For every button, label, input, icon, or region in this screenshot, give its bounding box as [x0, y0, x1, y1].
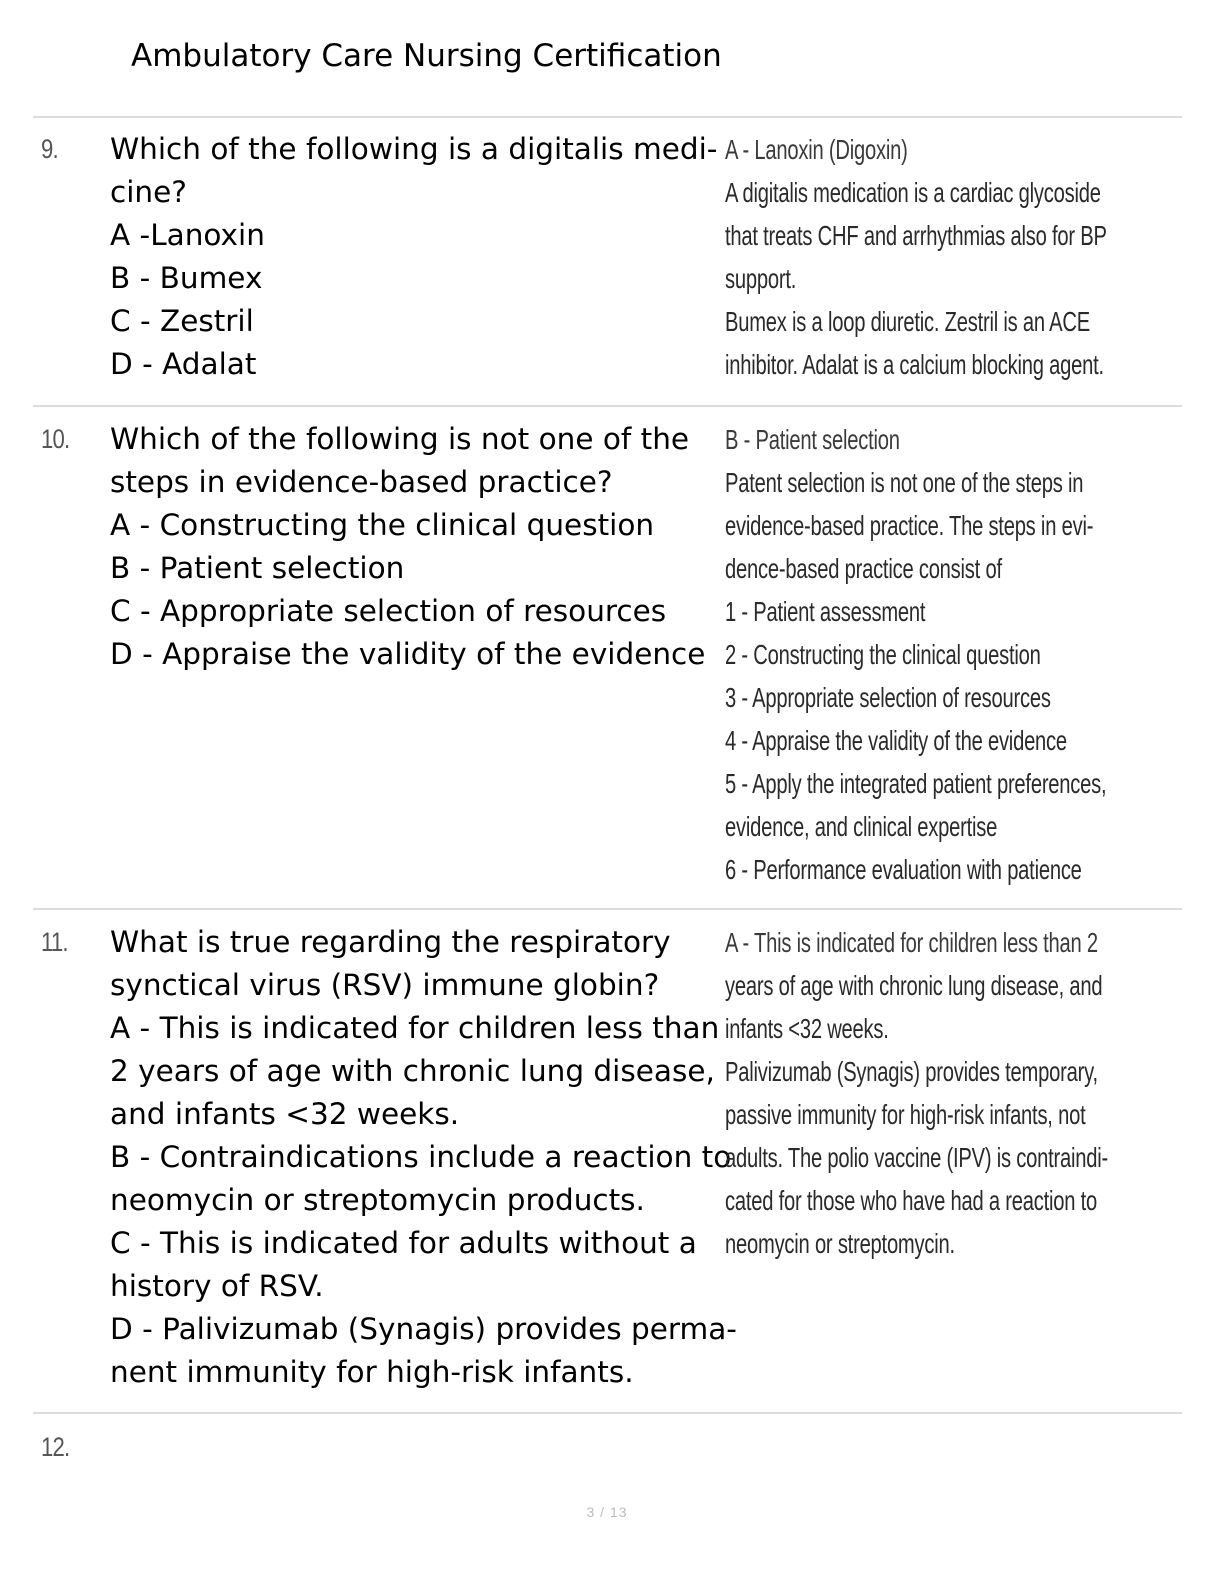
explanation-line: passive immunity for high-risk infants, not	[725, 1099, 1086, 1130]
explanation-line: Patent selection is not one of the steps in	[725, 467, 1084, 498]
explanation-line: 5 - Apply the integrated patient preferences,	[725, 768, 1107, 799]
explanation-line: 3 - Appropriate selection of resources	[725, 682, 1051, 713]
divider	[33, 908, 1182, 910]
explanation-line: years of age with chronic lung disease, and	[725, 970, 1103, 1001]
explanation-line: A digitalis medication is a cardiac glycoside	[725, 177, 1101, 208]
answer-explanation	[725, 128, 1185, 386]
answer-option-a: A -Lanoxin	[110, 218, 265, 252]
explanation-line: 1 - Patient assessment	[725, 596, 926, 627]
question-line: steps in evidence-based practice?	[110, 465, 613, 499]
answer-option-c: history of RSV.	[110, 1269, 324, 1303]
divider	[33, 405, 1182, 407]
explanation-line: Bumex is a loop diuretic. Zestril is an ACE	[725, 306, 1090, 337]
answer-option-d: nent immunity for high-risk infants.	[110, 1355, 634, 1389]
explanation-line: support.	[725, 263, 797, 294]
answer-option-d: D - Adalat	[110, 347, 257, 381]
answer-explanation	[725, 921, 1185, 1265]
answer-explanation	[725, 418, 1185, 891]
answer-option-a: A - This is indicated for children less than	[110, 1011, 720, 1045]
answer-option-c: C - Zestril	[110, 304, 254, 338]
explanation-line: neomycin or streptomycin.	[725, 1228, 955, 1259]
divider	[33, 1412, 1182, 1414]
question-line: Which of the following is a digitalis medi-	[110, 132, 718, 166]
answer-option-c: C - Appropriate selection of resources	[110, 594, 667, 628]
question-number: 11.	[41, 927, 68, 957]
answer-option-b: neomycin or streptomycin products.	[110, 1183, 645, 1217]
answer-option-d: D - Palivizumab (Synagis) provides perma-	[110, 1312, 737, 1346]
question-number: 12.	[41, 1432, 70, 1462]
explanation-line: that treats CHF and arrhythmias also for BP	[725, 220, 1107, 251]
correct-answer: A - This is indicated for children less than 2	[725, 927, 1098, 958]
explanation-line: evidence-based practice. The steps in evi-	[725, 510, 1094, 541]
question-text	[110, 921, 737, 1394]
answer-option-a: and infants <32 weeks.	[110, 1097, 460, 1131]
question-number: 10.	[41, 424, 70, 454]
explanation-line: Palivizumab (Synagis) provides temporary,	[725, 1056, 1098, 1087]
answer-option-a: 2 years of age with chronic lung disease,	[110, 1054, 715, 1088]
question-line: synctical virus (RSV) immune globin?	[110, 968, 660, 1002]
explanation-line: 6 - Performance evaluation with patience	[725, 854, 1082, 885]
explanation-line: evidence, and clinical expertise	[725, 811, 998, 842]
answer-option-c: C - This is indicated for adults without a	[110, 1226, 697, 1260]
question-line: Which of the following is not one of the	[110, 422, 690, 456]
explanation-line: dence-based practice consist of	[725, 553, 1002, 584]
question-number: 9.	[41, 134, 58, 164]
divider	[33, 116, 1182, 118]
question-text	[110, 128, 730, 386]
answer-option-b: B - Bumex	[110, 261, 263, 295]
document-title: Ambulatory Care Nursing Certification	[131, 38, 722, 74]
explanation-line: 4 - Appraise the validity of the evidence	[725, 725, 1067, 756]
page-number: 3 / 13	[586, 1504, 628, 1520]
explanation-line: cated for those who have had a reaction to	[725, 1185, 1097, 1216]
explanation-line: infants <32 weeks.	[725, 1013, 889, 1044]
question-line: cine?	[110, 175, 187, 209]
explanation-line: adults. The polio vaccine (IPV) is contraindi-	[725, 1142, 1109, 1173]
correct-answer: B - Patient selection	[725, 424, 900, 455]
question-text	[110, 418, 730, 676]
explanation-line: 2 - Constructing the clinical question	[725, 639, 1041, 670]
answer-option-b: B - Patient selection	[110, 551, 405, 585]
answer-option-b: B - Contraindications include a reaction to	[110, 1140, 732, 1174]
answer-option-d: D - Appraise the validity of the evidence	[110, 637, 706, 671]
answer-option-a: A - Constructing the clinical question	[110, 508, 655, 542]
correct-answer: A - Lanoxin (Digoxin)	[725, 134, 908, 165]
question-line: What is true regarding the respiratory	[110, 925, 671, 959]
explanation-line: inhibitor. Adalat is a calcium blocking agent.	[725, 349, 1104, 380]
